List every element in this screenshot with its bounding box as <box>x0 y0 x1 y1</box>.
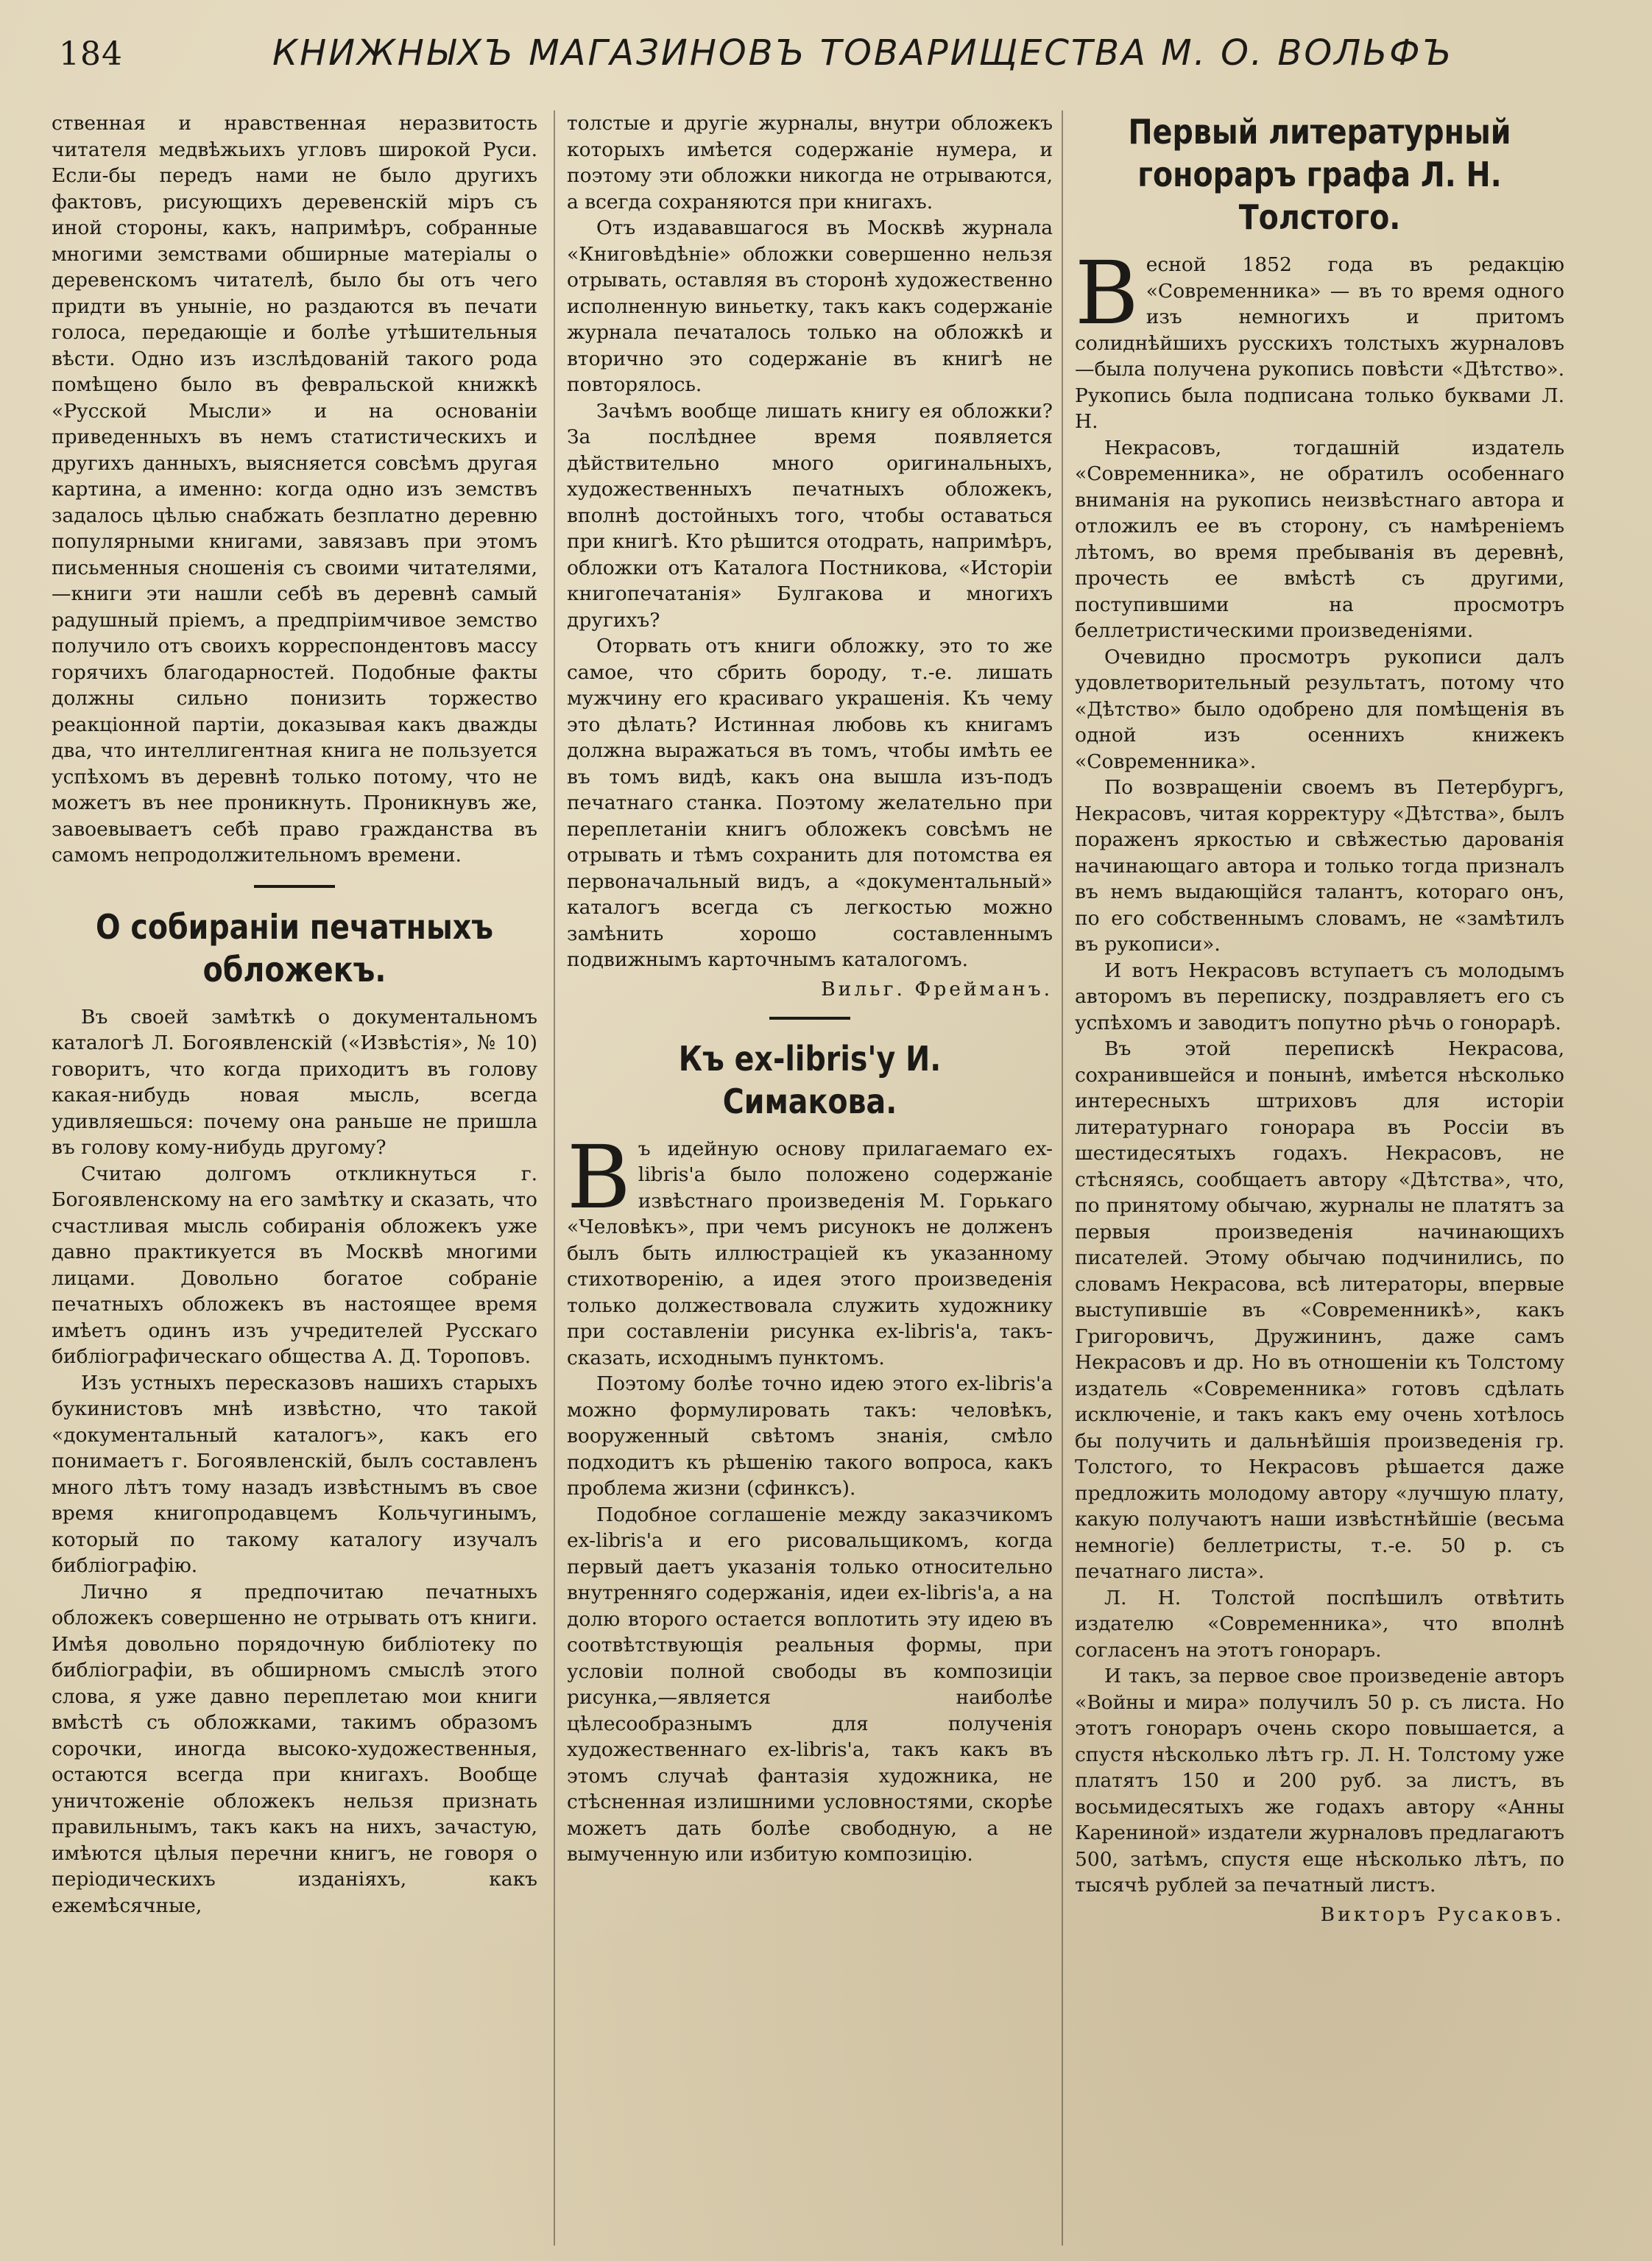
paragraph: Въ своей замѣткѣ о документальномъ каталогѣ Л. Богоявленскій («Извѣстія», № 10) говоритъ, что когда приходитъ въ голову какая-нибудь новая мысль, всегда удивляешься: почему она раньше не пришла въ голову кому-нибудь другому? <box>52 1005 537 1159</box>
paragraph: ственная и нравственная неразвитость читателя медвѣжьихъ угловъ широкой Руси. Если-бы передъ нами не было другихъ фактовъ, рисующихъ деревенскій міръ съ иной стороны, какъ, напримѣръ, собранные многими земствами обширные матеріалы о деревенскомъ читателѣ, было бы отъ чего придти въ уныніе, но раздаются въ печати голоса, передающіе и болѣе утѣшительныя вѣсти. Одно изъ изслѣдованій такого рода помѣщено было въ февральской книжкѣ «Русской Мысли» и на основаніи приведенныхъ въ немъ статистическихъ и другихъ данныхъ, выясняется совсѣмъ другая картина, а именно: когда одно изъ земствъ задалось цѣлью снабжать безплатно деревню популярными книгами, завязавъ при этомъ письменныя сношенія съ своими читателями,—книги эти нашли себѣ въ деревнѣ самый радушный пріемъ, а предпріимчивое земство получило отъ своихъ корреспондентовъ массу горячихъ благодарностей. Подобные факты должны сильно понизить торжество реакціонной партіи, доказывая какъ дважды два, что интеллигентная книга не пользуется успѣхомъ въ деревнѣ только потому, что не можетъ въ нее проникнуть. Проникнувъ же, завоевываетъ себѣ право гражданства въ самомъ непродолжительномъ времени. <box>52 112 537 867</box>
paragraph: Лично я предпочитаю печатныхъ обложекъ совершенно не отрывать отъ книги. Имѣя довольно порядочную библіотеку по библіографіи, въ обширномъ смыслѣ этого слова, я уже давно переплетаю мои книги вмѣстѣ съ обложками, такимъ образомъ сорочки, иногда высоко-художественныя, остаются всегда при книгахъ. Вообще уничтоженіе обложекъ нельзя признать правильнымъ, такъ какъ на нихъ, зачастую, имѣются цѣлыя перечни книгъ, не говоря о періодическихъ изданіяхъ, какъ ежемѣсячные, <box>52 1580 537 1917</box>
paragraph: Поэтому болѣе точно идею этого ex-libris'а можно формулировать такъ: человѣкъ, вооруженный свѣтомъ знанія, смѣло подходитъ къ рѣшенію такого вопроса, какъ проблема жизни (сфинксъ). <box>567 1372 1053 1500</box>
author-signature: Викторъ Русаковъ. <box>1320 1902 1564 1926</box>
paragraph <box>567 1126 1053 1372</box>
author-signature: Вильг. Фрейманъ. <box>821 977 1053 1001</box>
paragraph: Л. Н. Толстой поспѣшилъ отвѣтить издателю «Современника», что вполнѣ согласенъ на этотъ гонораръ. <box>1075 1586 1564 1662</box>
column-rule <box>554 110 555 2246</box>
paragraph: По возвращеніи своемъ въ Петербургъ, Некрасовъ, читая корректуру «Дѣтства», былъ пораженъ яркостью и свѣжестью дарованія начинающаго автора и только тогда призналъ въ немъ выдающійся талантъ, котораго онъ, по его собственнымъ словамъ, не «замѣтилъ въ рукописи». <box>1075 776 1564 956</box>
running-head: КНИЖНЫХЪ МАГАЗИНОВЪ ТОВАРИЩЕСТВА М. О. ВОЛЬФЪ <box>272 32 1454 74</box>
article-title: Къ ex-libris'у И. Симакова. <box>678 1038 942 1121</box>
section-separator <box>769 1017 850 1020</box>
paragraph: Подобное соглашеніе между заказчикомъ ex-libris'а и его рисовальщикомъ, когда первый даетъ указанія только относительно внутренняго содержанія, идеи ex-libris'а, а на долю второго остается воплотить эту идею въ соотвѣтствующія реальныя формы, при условіи полной свободы въ композиціи рисунка,—является наиболѣе цѣлесообразнымъ для полученія художественнаго ex-libris'а, такъ какъ въ этомъ случаѣ фантазія художника, не стѣсненная излишними условностями, скорѣе можетъ дать болѣе свободную, а не вымученную или избитую композицію. <box>567 1503 1053 1866</box>
paragraph: И вотъ Некрасовъ вступаетъ съ молодымъ авторомъ въ переписку, поздравляетъ его съ успѣхомъ и заводитъ попутно рѣчь о гонорарѣ. <box>1075 959 1564 1034</box>
paragraph <box>1075 242 1564 435</box>
paragraph: Изъ устныхъ пересказовъ нашихъ старыхъ букинистовъ мнѣ извѣстно, что такой «документальный каталогъ», какъ его понимаетъ г. Богоявленскій, былъ составленъ много лѣтъ тому назадъ извѣстнымъ въ свое время книгопродавцемъ Кольчугинымъ, который по такому каталогу изучалъ библіографію. <box>52 1371 537 1577</box>
paragraph: Оторвать отъ книги обложку, это то же самое, что сбрить бороду, т.-е. лишать мужчину его красиваго украшенія. Къ чему это дѣлать? Истинная любовь къ книгамъ должна выражаться въ томъ, чтобы имѣть ее въ томъ видѣ, какъ она вышла изъ-подъ печатнаго станка. Поэтому желательно при переплетаніи книгъ обложекъ совсѣмъ не отрывать и тѣмъ сохранить для потомства ея первоначальный видъ, а «документальный» каталогъ всегда съ легкостью можно замѣнить хорошо составленнымъ подвижнымъ карточнымъ каталогомъ. <box>567 635 1053 971</box>
column-2 <box>567 110 1053 2246</box>
drop-cap: В <box>567 1126 631 1228</box>
paragraph: Считаю долгомъ откликнуться г. Богоявленскому на его замѣтку и сказать, что счастливая мысль собиранія обложекъ уже давно практикуется въ Москвѣ многими лицами. Довольно богатое собраніе печатныхъ обложекъ въ настоящее время имѣетъ одинъ изъ учредителей Русскаго библіографическаго общества А. Д. Тороповъ. <box>52 1162 537 1368</box>
paragraph: И такъ, за первое свое произведеніе авторъ «Войны и мира» получилъ 50 р. съ листа. Но этотъ гонораръ очень скоро повышается, а спустя нѣсколько лѣтъ гр. Л. Н. Толстому уже платятъ 150 и 200 руб. за листъ, въ восьмидесятыхъ же годахъ автору «Анны Карениной» издатели журналовъ предлагаютъ 500, затѣмъ, спустя еще нѣсколько лѣтъ, по тысячѣ рублей за печатный листъ. <box>1075 1665 1564 1897</box>
page-header <box>59 29 1612 81</box>
column-1 <box>52 110 537 2246</box>
column-3 <box>1075 110 1564 2246</box>
page-number: 184 <box>59 35 123 73</box>
paragraph: толстые и другіе журналы, внутри обложекъ которыхъ имѣется содержаніе нумера, и поэтому эти обложки никогда не отрываются, а всегда сохраняются при книгахъ. <box>567 112 1053 214</box>
article-title: О собираніи печатныхъ обложекъ. <box>95 906 494 990</box>
paragraph: Зачѣмъ вообще лишать книгу ея обложки? За послѣднее время появляется дѣйствительно много оригинальныхъ, художественныхъ печатныхъ обложекъ, вполнѣ достойныхъ того, чтобы оставаться при книгѣ. Кто рѣшится отодрать, напримѣръ, обложки отъ Каталога Постникова, «Исторіи книгопечатанія» Булгакова и многихъ другихъ? <box>567 399 1053 632</box>
paragraph-text: есной 1852 года въ редакцію «Современника» — въ то время одного изъ немногихъ и притомъ солиднѣйшихъ русскихъ толстыхъ журналовъ—была получена рукопись повѣсти «Дѣтство». Рукопись была подписана только буквами Л. Н. <box>1075 253 1564 433</box>
section-separator <box>254 885 335 888</box>
article-title: Первый литературный гонораръ графа Л. Н. Толстого. <box>1128 112 1511 237</box>
paragraph: Въ этой перепискѣ Некрасова, сохранившейся и понынѣ, имѣется нѣсколько интересныхъ штриховъ для исторіи литературнаго гонорара въ Россіи въ шестидесятыхъ годахъ. Некрасовъ, не стѣсняясь, сообщаетъ автору «Дѣтства», что, по принятому обычаю, журналы не платятъ за первыя произведенія начинающихъ писателей. Этому обычаю подчинились, по словамъ Некрасова, всѣ литераторы, впервые выступившіе въ «Современникѣ», какъ Григоровичъ, Дружининъ, даже самъ Некрасовъ и др. Но въ отношеніи къ Толстому издатель «Современника» готовъ сдѣлать исключеніе, и такъ какъ ему очень хотѣлось бы получить и дальнѣйшія произведенія гр. Толстого, то Некрасовъ рѣшается даже предложить молодому автору «лучшую плату, какую получаютъ наши извѣстнѣйшіе (весьма немногіе) беллетристы, т.-е. 50 р. съ печатнаго листа». <box>1075 1037 1564 1583</box>
paragraph: Очевидно просмотръ рукописи далъ удовлетворительный результатъ, потому что «Дѣтство» было одобрено для помѣщенія въ одной изъ осеннихъ книжекъ «Современника». <box>1075 645 1564 773</box>
paragraph: Некрасовъ, тогдашній издатель «Современника», не обратилъ особеннаго вниманія на рукопись неизвѣстнаго автора и отложилъ ее въ сторону, съ намѣреніемъ лѣтомъ, во время пребыванія въ деревнѣ, прочесть ее вмѣстѣ съ другими, поступившими на просмотръ беллетристическими произведеніями. <box>1075 436 1564 642</box>
drop-cap: В <box>1075 242 1139 344</box>
paragraph-text: ъ идейную основу прилагаемаго ex-libris'а было положено содержаніе извѣстнаго произведенія М. Горькаго «Человѣкъ», при чемъ рисунокъ не долженъ былъ быть иллюстраціей къ указанному стихотворенію, а идея этого произведенія только должествовала служить художнику при составленіи рисунка ex-libris'а, такъ-сказать, исходнымъ пунктомъ. <box>567 1137 1053 1369</box>
paragraph: Отъ издававшагося въ Москвѣ журнала «Книговѣдѣніе» обложки совершенно нельзя отрывать, оставляя въ сторонѣ художественно исполненную виньетку, такъ какъ содержаніе журнала печаталось только на обложкѣ и вторично это содержаніе въ книгѣ не повторялось. <box>567 216 1053 396</box>
column-rule <box>1062 110 1063 2246</box>
